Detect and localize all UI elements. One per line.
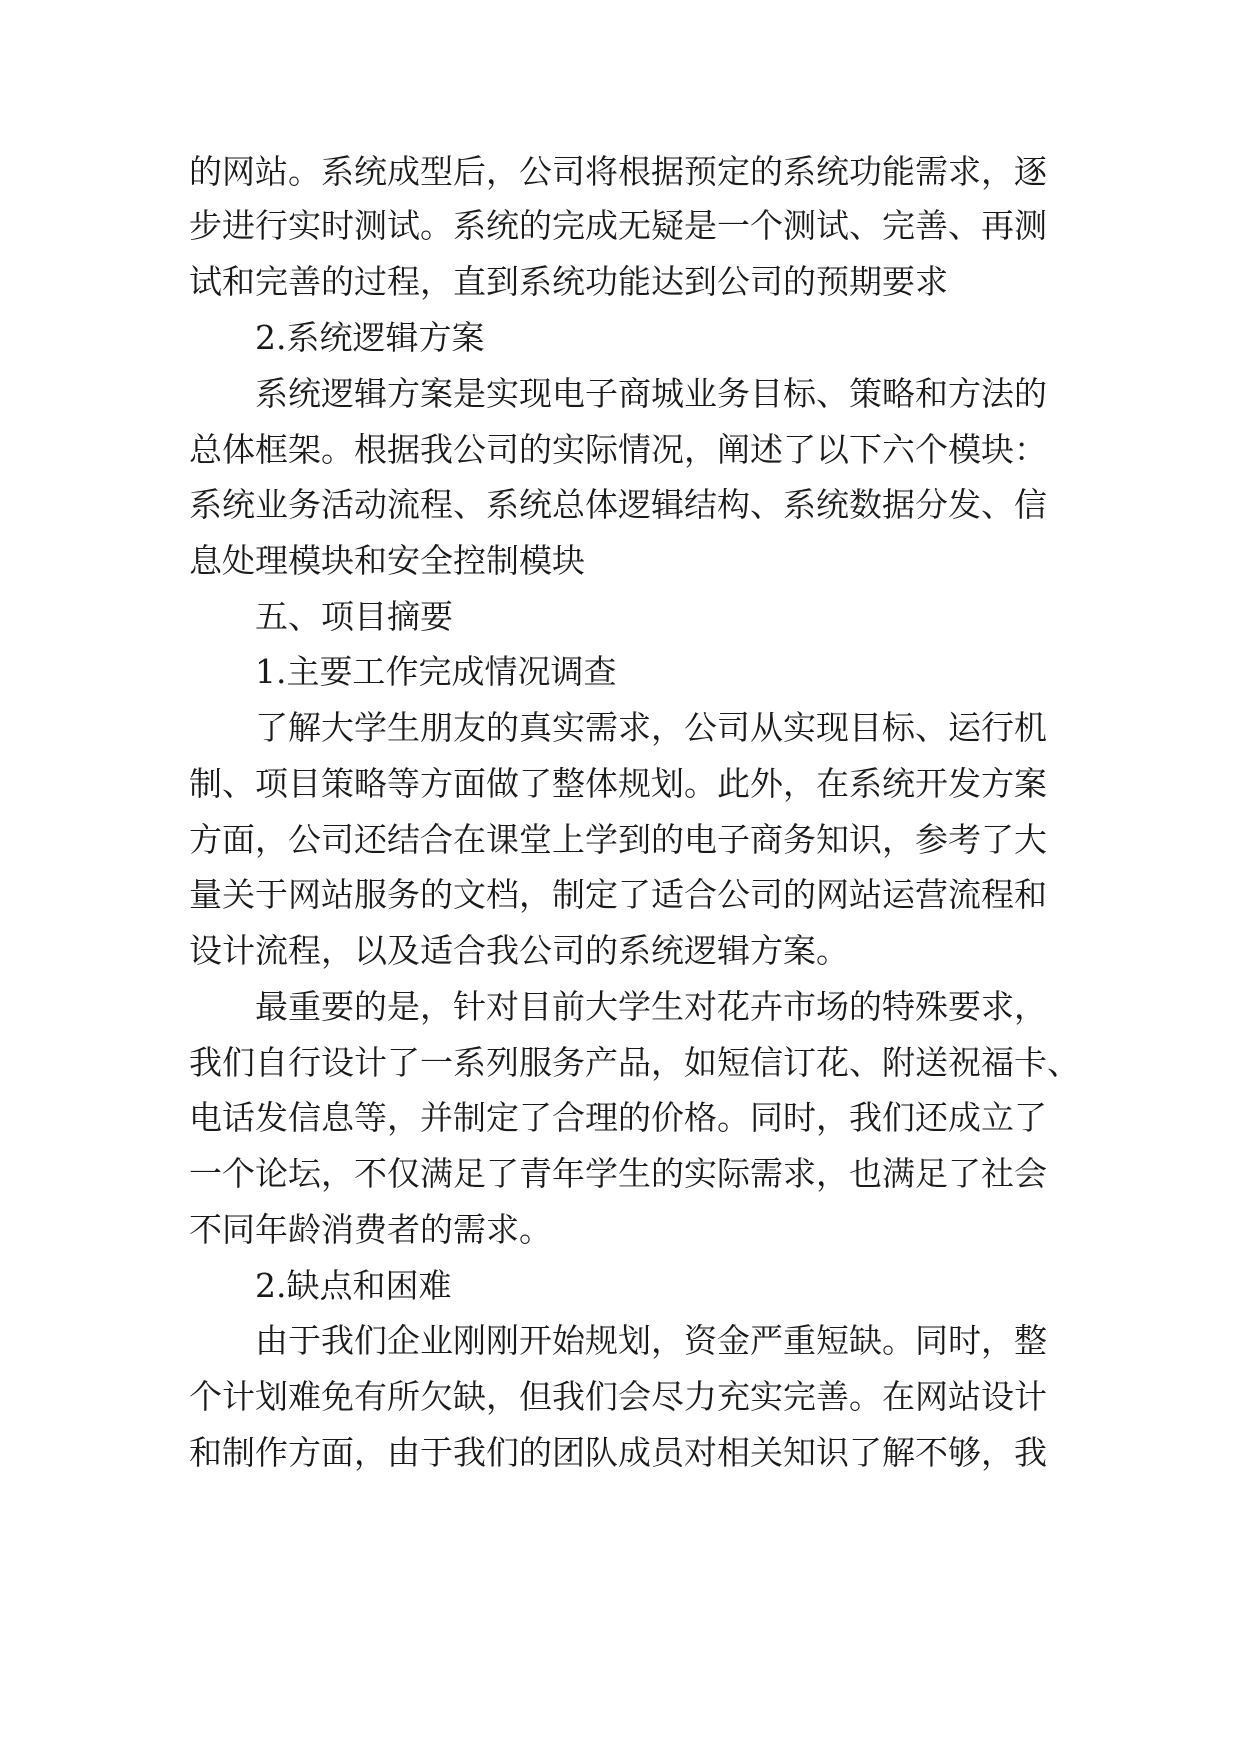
body-text-line: 试和完善的过程，直到系统功能达到公司的预期要求	[189, 262, 948, 301]
body-text-line: 一个论坛，不仅满足了青年学生的实际需求，也满足了社会	[189, 1154, 1047, 1193]
body-text-line: 电话发信息等，并制定了合理的价格。同时，我们还成立了	[189, 1098, 1047, 1137]
body-text-line: 系统业务活动流程、系统总体逻辑结构、系统数据分发、信	[189, 485, 1047, 524]
section-heading: 2.系统逻辑方案	[255, 318, 485, 357]
body-text-line: 不同年龄消费者的需求。	[189, 1210, 552, 1249]
body-text-line: 息处理模块和安全控制模块	[189, 541, 585, 580]
body-text-line: 由于我们企业刚刚开始规划，资金严重短缺。同时，整	[255, 1321, 1047, 1360]
body-text-line: 了解大学生朋友的真实需求，公司从实现目标、运行机	[255, 708, 1047, 747]
body-text-line: 系统逻辑方案是实现电子商城业务目标、策略和方法的	[255, 374, 1047, 413]
body-text-line: 量关于网站服务的文档，制定了适合公司的网站运营流程和	[189, 875, 1047, 914]
body-text-line: 个计划难免有所欠缺，但我们会尽力充实完善。在网站设计	[189, 1377, 1047, 1416]
body-text-line: 和制作方面，由于我们的团队成员对相关知识了解不够，我	[189, 1433, 1047, 1472]
body-text-line: 我们自行设计了一系列服务产品，如短信订花、附送祝福卡、	[189, 1043, 1080, 1082]
body-text-line: 步进行实时测试。系统的完成无疑是一个测试、完善、再测	[189, 206, 1047, 245]
body-text-line: 的网站。系统成型后，公司将根据预定的系统功能需求，逐	[189, 152, 1047, 191]
body-text-line: 最重要的是，针对目前大学生对花卉市场的特殊要求，	[255, 987, 1047, 1026]
body-text-line: 设计流程，以及适合我公司的系统逻辑方案。	[189, 931, 849, 970]
body-text-line: 方面，公司还结合在课堂上学到的电子商务知识，参考了大	[189, 820, 1047, 859]
section-heading: 2.缺点和困难	[255, 1266, 452, 1305]
body-text-line: 总体框架。根据我公司的实际情况，阐述了以下六个模块：	[189, 430, 1047, 469]
section-heading: 1.主要工作完成情况调查	[255, 652, 617, 691]
body-text-line: 制、项目策略等方面做了整体规划。此外，在系统开发方案	[189, 764, 1047, 803]
section-heading: 五、项目摘要	[255, 597, 453, 636]
